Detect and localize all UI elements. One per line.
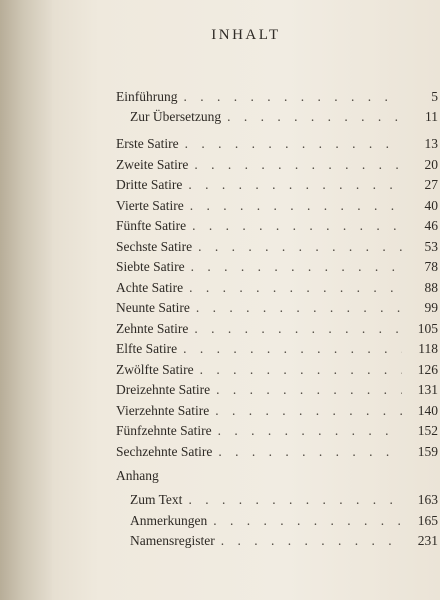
toc-entry-label: Fünfte Satire (116, 218, 187, 233)
toc-entry-page: 46 (424, 218, 438, 233)
toc-entry (130, 511, 438, 531)
book-binding (0, 0, 52, 600)
toc-entry-label: Vierzehnte Satire (116, 402, 210, 418)
toc-entry-page: 152 (417, 423, 438, 438)
dot-leader (192, 216, 402, 236)
dot-leader (191, 257, 402, 277)
toc-entry (116, 87, 438, 107)
toc-entry-label: Vierte Satire (116, 197, 184, 213)
toc-entry (116, 360, 438, 380)
toc-entry-label: Einführung (116, 89, 178, 104)
toc-entry (116, 134, 438, 154)
toc-entry-page: 126 (417, 361, 438, 377)
toc-entry-label: Zehnte Satire (116, 320, 189, 336)
toc-entry (116, 319, 438, 339)
toc-entry (116, 216, 438, 236)
toc-entry (116, 257, 438, 277)
dot-leader (196, 298, 402, 318)
toc-entry (116, 278, 438, 298)
dot-leader (198, 237, 402, 257)
toc-entry-label: Sechste Satire (116, 238, 193, 254)
toc-entry-label: Dritte Satire (116, 177, 183, 192)
toc-entry (116, 196, 438, 216)
toc-entry-page: 140 (417, 402, 438, 418)
dot-leader (227, 107, 402, 127)
toc-entry (130, 107, 438, 127)
toc-entry-page: 99 (424, 300, 438, 315)
section-heading: Anhang (116, 468, 159, 483)
toc-entry-label: Dreizehnte Satire (116, 382, 211, 397)
toc-entry-label: Namensregister (130, 533, 215, 548)
book-page (52, 0, 440, 600)
toc-entry (116, 442, 438, 462)
toc-entry-label: Elfte Satire (116, 341, 178, 356)
toc-entry-page: 88 (424, 279, 438, 295)
dot-leader (194, 319, 402, 339)
toc-entry (116, 380, 438, 400)
toc-entry-page: 20 (424, 156, 438, 172)
dot-leader (194, 155, 402, 175)
toc-entry (116, 421, 438, 441)
toc-entry (116, 237, 438, 257)
dot-leader (184, 87, 403, 107)
toc-entry (116, 401, 438, 421)
toc-entry-label: Erste Satire (116, 136, 179, 151)
toc-entry-page: 131 (417, 382, 438, 397)
dot-leader (215, 401, 402, 421)
toc-entry-label: Zum Text (130, 492, 183, 507)
dot-leader (221, 531, 402, 551)
dot-leader (189, 278, 402, 298)
toc-entry (116, 175, 438, 195)
toc-entry (116, 339, 438, 359)
toc-entry (130, 490, 438, 510)
toc-entry-page: 5 (431, 89, 438, 104)
toc-entry-page: 53 (424, 238, 438, 254)
toc-entry-label: Fünfzehnte Satire (116, 423, 212, 438)
toc-entry-page: 118 (418, 341, 438, 356)
toc-entry-label: Anmerkungen (130, 512, 208, 528)
toc-entry-label: Siebte Satire (116, 259, 185, 274)
toc-entry-label: Neunte Satire (116, 300, 190, 315)
dot-leader (190, 196, 402, 216)
dot-leader (183, 339, 402, 359)
dot-leader (185, 134, 402, 154)
dot-leader (218, 421, 402, 441)
toc-entry-page: 27 (424, 177, 438, 192)
dot-leader (188, 175, 402, 195)
toc-entry-label: Zweite Satire (116, 156, 189, 172)
toc-entry-page: 163 (417, 492, 438, 507)
toc-entry (116, 298, 438, 318)
toc-entry-page: 165 (417, 512, 438, 528)
toc-entry-page: 105 (417, 320, 438, 336)
dot-leader (213, 511, 402, 531)
page-title: INHALT (211, 27, 281, 43)
toc-entry-page: 13 (424, 136, 438, 151)
dot-leader (200, 360, 402, 380)
toc-entry-page: 40 (424, 197, 438, 213)
toc-entry-label: Zur Übersetzung (130, 109, 222, 124)
toc-entry (130, 531, 438, 551)
toc-entry-page: 78 (424, 259, 438, 274)
toc-entry-page: 11 (425, 109, 438, 124)
toc-entry (116, 155, 438, 175)
toc-entry-label: Zwölfte Satire (116, 361, 194, 377)
dot-leader (188, 490, 402, 510)
toc-entry-label: Sechzehnte Satire (116, 443, 213, 459)
toc-entry-page: 159 (417, 443, 438, 459)
toc-entry-label: Achte Satire (116, 279, 184, 295)
toc-entry-page: 231 (417, 533, 438, 548)
dot-leader (216, 380, 402, 400)
dot-leader (218, 442, 402, 462)
